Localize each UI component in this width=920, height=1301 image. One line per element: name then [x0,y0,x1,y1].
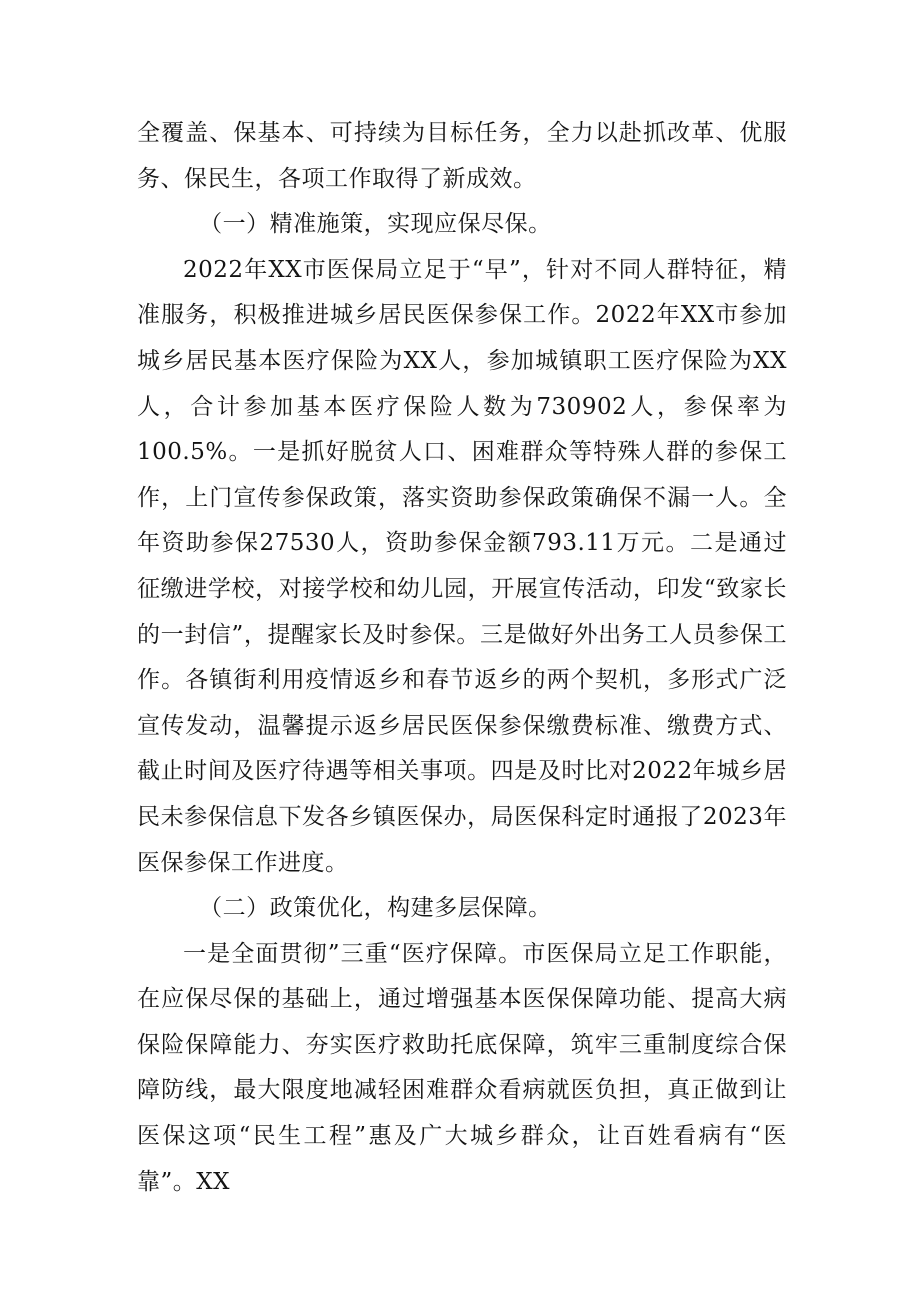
document-body [137,111,787,1205]
paragraph-enrollment: 2022年XX市医保局立足于“早”，针对不同人群特征，精准服务，积极推进城乡居民医保参保工作。2022年XX市参加城乡居民基本医疗保险为XX人，参加城镇职工医疗保险为XX人，合计参加基本医疗保险人数为730902人，参保率为100.5%。一是抓好脱贫人口、困难群众等特殊人群的参保工作，上门宣传参保政策，落实资助参保政策确保不漏一人。全年资助参保27530人，资助参保金额793.11万元。二是通过征缴进学校，对接学校和幼儿园，开展宣传活动，印发“致家长的一封信”，提醒家长及时参保。三是做好外出务工人员参保工作。各镇街利用疫情返乡和春节返乡的两个契机，多形式广泛宣传发动，温馨提示返乡居民医保参保缴费标准、缴费方式、截止时间及医疗待遇等相关事项。四是及时比对2022年城乡居民未参保信息下发各乡镇医保办，局医保科定时通报了2023年医保参保工作进度。 [137,256,787,876]
paragraph-policy: 一是全面贯彻”三重“医疗保障。市医保局立足工作职能，在应保尽保的基础上，通过增强基本医保保障功能、提高大病保险保障能力、夯实医疗救助托底保障，筑牢三重制度综合保障防线，最大限度地减轻困难群众看病就医负担，真正做到让医保这项“民生工程”惠及广大城乡群众，让百姓看病有“医靠”。XX [137,940,787,1195]
paragraph-continuation: 全覆盖、保基本、可持续为目标任务，全力以赴抓改革、优服务、保民生，各项工作取得了新成效。 [137,120,787,192]
section-heading-2: （二）政策优化，构建多层保障。 [199,895,552,922]
section-heading-1: （一）精准施策，实现应保尽保。 [199,211,552,238]
